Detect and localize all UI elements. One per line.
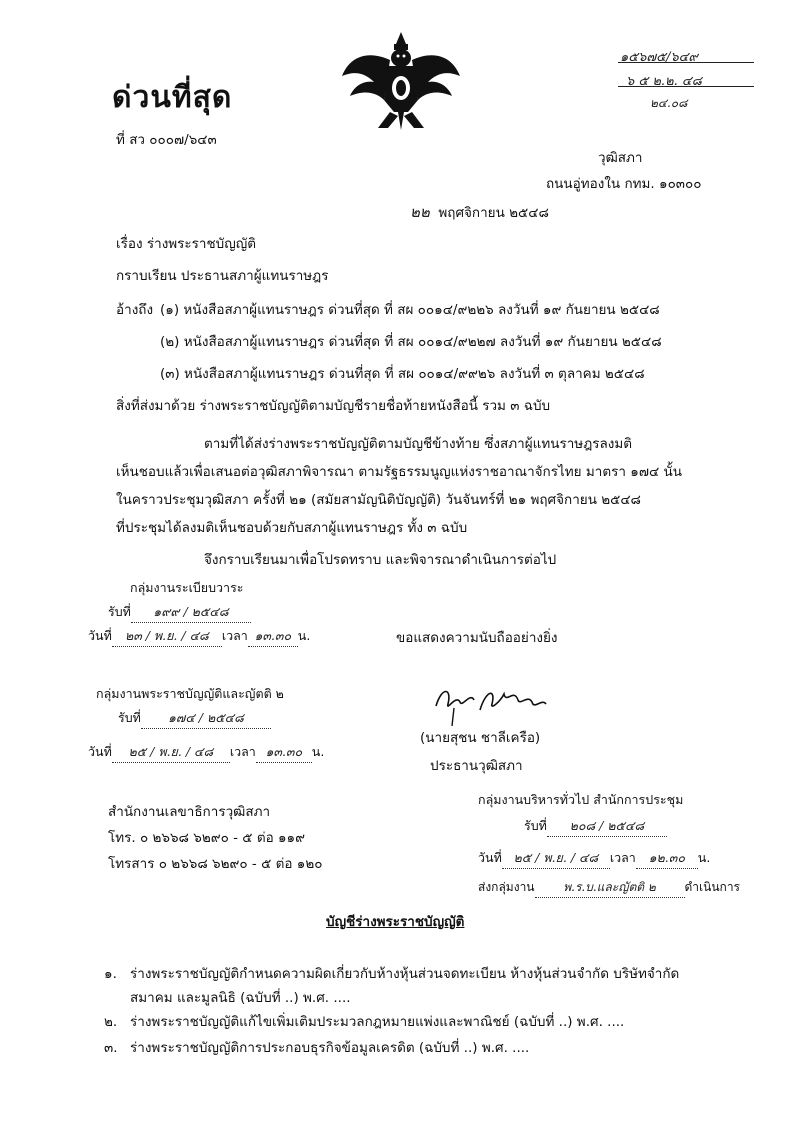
bill-item-line: ร่างพระราชบัญญัติแก้ไขเพิ่มเติมประมวลกฎหมายแพ่งและพาณิชย์ (ฉบับที่ ..) พ.ศ. .... xyxy=(130,1014,625,1030)
signature-image xyxy=(430,680,550,726)
letter-date: ๒๒ พฤศจิกายน ๒๕๔๘ xyxy=(410,203,549,221)
request-paragraph: จึงกราบเรียนมาเพื่อโปรดทราบ และพิจารณาดำเนินการต่อไป xyxy=(204,552,557,568)
registry-stamp-title: กลุ่มงานระเบียบวาระ xyxy=(130,580,244,595)
reference-item: (๓) หนังสือสภาผู้แทนราษฎร ด่วนที่สุด ที่ สผ ๐๐๑๔/๙๙๒๖ ลงวันที่ ๓ ตุลาคม ๒๕๔๘ xyxy=(160,366,645,382)
body-paragraph-line: ในคราวประชุมวุฒิสภา ครั้งที่ ๒๑ (สมัยสามัญนิติบัญญัติ) วันจันทร์ที่ ๒๑ พฤศจิกายน ๒๕๔๘ xyxy=(116,492,641,508)
reference-item: (๒) หนังสือสภาผู้แทนราษฎร ด่วนที่สุด ที่ สผ ๐๐๑๔/๙๒๒๗ ลงวันที่ ๑๙ กันยายน ๒๕๔๘ xyxy=(160,334,662,350)
bill-item-number: ๓. xyxy=(104,1040,118,1056)
salutation-line: กราบเรียน ประธานสภาผู้แทนราษฎร xyxy=(116,268,329,284)
admin-stamp-received: รับที่ ๒๐๘ / ๒๕๔๘ xyxy=(524,816,667,837)
enclosure-line: สิ่งที่ส่งมาด้วย ร่างพระราชบัญญัติตามบัญชีรายชื่อท้ายหนังสือนี้ รวม ๓ ฉบับ xyxy=(116,398,551,414)
legislation-stamp-received: รับที่ ๑๗๔ / ๒๕๔๘ xyxy=(118,708,271,729)
signer-name: (นายสุชน ชาลีเครือ) xyxy=(420,730,541,746)
bill-list-heading: บัญชีร่างพระราชบัญญัติ xyxy=(326,914,465,930)
footer-phone: โทร. ๐ ๒๖๖๘ ๖๒๙๐ - ๕ ต่อ ๑๑๙ xyxy=(108,830,306,846)
legislation-stamp-date: วันที่ ๒๕ / พ.ย. / ๔๘ เวลา ๑๓.๓๐ น. xyxy=(88,742,324,763)
handwritten-stamp-line-2: ๖ ๕ ๒.๒. ๔๘ xyxy=(626,74,702,89)
bill-item-number: ๑. xyxy=(104,966,117,982)
handwritten-stamp-line-3: ๒๔.๐๘ xyxy=(650,96,688,110)
body-paragraph-line: ตามที่ได้ส่งร่างพระราชบัญญัติตามบัญชีข้างท้าย ซึ่งสภาผู้แทนราษฎรลงมติ xyxy=(204,436,633,452)
reference-item: (๑) หนังสือสภาผู้แทนราษฎร ด่วนที่สุด ที่ สผ ๐๐๑๔/๙๒๒๖ ลงวันที่ ๑๙ กันยายน ๒๕๔๘ xyxy=(160,302,660,318)
bill-item-line: สมาคม และมูลนิธิ (ฉบับที่ ..) พ.ศ. .... xyxy=(130,990,351,1006)
closing-phrase: ขอแสดงความนับถืออย่างยิ่ง xyxy=(396,630,558,646)
footer-fax: โทรสาร ๐ ๒๖๖๘ ๖๒๙๐ - ๕ ต่อ ๑๒๐ xyxy=(108,856,323,872)
sender-address: ถนนอู่ทองใน กทม. ๑๐๓๐๐ xyxy=(546,176,702,192)
stamp-underline xyxy=(618,62,754,63)
admin-stamp-date: วันที่ ๒๕ / พ.ย. / ๔๘ เวลา ๑๒.๓๐ น. xyxy=(478,848,710,869)
subject-line: เรื่อง ร่างพระราชบัญญัติ xyxy=(116,236,257,252)
admin-stamp-forward: ส่งกลุ่มงาน พ.ร.บ.และญัตติ ๒ ดำเนินการ xyxy=(478,878,740,898)
footer-office: สำนักงานเลขาธิการวุฒิสภา xyxy=(108,804,271,820)
handwritten-stamp-line-1: ๑๕๖๗๕/๖๔๙ xyxy=(620,50,698,65)
signer-title: ประธานวุฒิสภา xyxy=(430,758,523,774)
registry-stamp-date: วันที่ ๒๓ / พ.ย. / ๔๘ เวลา ๑๓.๓๐ น. xyxy=(88,626,310,647)
bill-item-line: ร่างพระราชบัญญัติกำหนดความผิดเกี่ยวกับห้างหุ้นส่วนจดทะเบียน ห้างหุ้นส่วนจำกัด บริษัทจำกัด xyxy=(130,966,680,982)
body-paragraph-line: ที่ประชุมได้ลงมติเห็นชอบด้วยกับสภาผู้แทนราษฎร ทั้ง ๓ ฉบับ xyxy=(116,520,468,536)
bill-item-line: ร่างพระราชบัญญัติการประกอบธุรกิจข้อมูลเครดิต (ฉบับที่ ..) พ.ศ. .... xyxy=(130,1040,530,1056)
stamp-underline xyxy=(618,86,754,87)
admin-stamp-title: กลุ่มงานบริหารทั่วไป สำนักการประชุม xyxy=(478,792,684,807)
bill-item-number: ๒. xyxy=(104,1014,118,1030)
urgency-label: ด่วนที่สุด xyxy=(112,80,233,115)
legislation-stamp-title: กลุ่มงานพระราชบัญญัติและญัตติ ๒ xyxy=(96,686,284,701)
document-number: ที่ สว ๐๐๐๗/๖๔๓ xyxy=(116,132,217,148)
reference-label: อ้างถึง xyxy=(116,302,154,318)
sender-office: วุฒิสภา xyxy=(598,150,643,166)
registry-stamp-received: รับที่ ๑๙๙ / ๒๕๔๘ xyxy=(108,602,251,623)
garuda-emblem-icon xyxy=(338,30,464,132)
body-paragraph-line: เห็นชอบแล้วเพื่อเสนอต่อวุฒิสภาพิจารณา ตามรัฐธรรมนูญแห่งราชอาณาจักรไทย มาตรา ๑๗๔ นั้น xyxy=(116,464,682,480)
